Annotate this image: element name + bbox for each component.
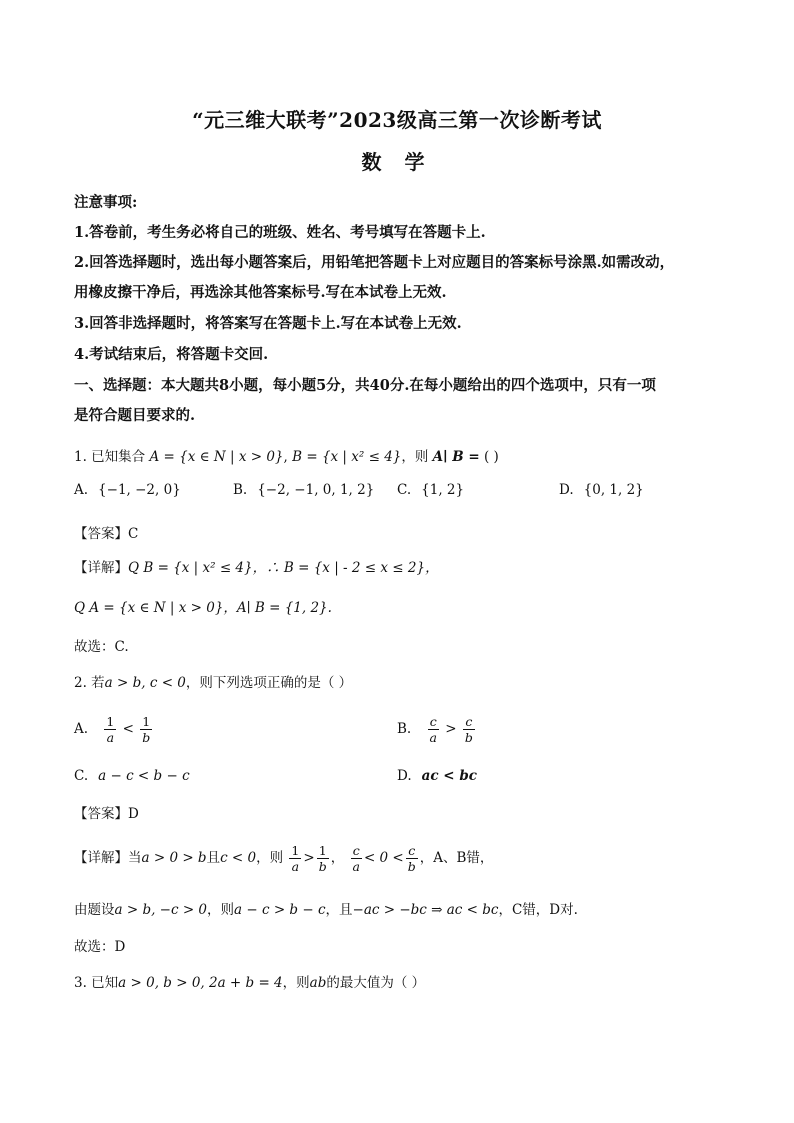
numerator: 1 [106,714,115,729]
q3-condition: a > 0, b > 0, 2a + b = 4 [118,975,283,991]
q2-option-d [397,768,477,784]
denominator: a [429,730,437,745]
q1-option-b [233,482,374,498]
question-3-stem [74,971,425,991]
q1-set-b: B = {x | x² ≤ 4} [292,449,402,465]
text: ，则 [282,975,310,991]
fraction [351,843,362,874]
section-one-heading-cont: 是符合题目要求的. [74,407,196,424]
q2-detail-line-1 [74,843,493,874]
expr: c < 0 [220,850,257,866]
detail-tag: 【详解】 [74,850,128,866]
numerator: c [428,714,439,730]
q1-detail-expr-4: ，A∣ B = {1, 2}. [223,600,332,616]
q2-option-a [74,714,154,745]
question-1-stem [74,445,499,465]
text: ，且 [325,902,353,918]
q1-expr: A∣ B = [432,449,480,465]
note-item-1: 1.答卷前，考生务必将自己的班级、姓名、考号填写在答题卡上. [74,224,486,241]
q1-answer: 【答案】C [74,526,139,542]
q1-detail-expr-3: Q A = {x ∈ N | x > 0} [74,600,224,616]
q1-paren: ( ) [483,449,499,465]
q1-detail-expr-2: ，∴ B = {x | - 2 ≤ x ≤ 2}， [252,560,439,576]
q2-suffix: ，则下列选项正确的是（ ） [185,675,353,691]
option-label: B. [397,721,412,737]
q2-option-c [74,768,190,784]
denominator: a [352,859,360,874]
question-2-stem [74,671,352,691]
q1-conclusion: 故选：C. [74,639,129,655]
q1-set-a: A = {x ∈ N | x > 0} [149,449,284,465]
option-label: C. [74,768,89,784]
note-item-2: 2.回答选择题时，选出每小题答案后，用铅笔把答题卡上对应题目的答案标号涂黑.如需改动， [74,254,675,271]
q1-suffix: ，则 [401,449,429,465]
q1-sep: , [283,449,288,465]
denominator: a [106,730,115,745]
q3-prefix: 3. 已知 [74,975,119,991]
numerator: c [351,843,362,859]
fraction [289,843,301,874]
text: 且 [206,850,221,866]
text: ，则 [207,902,235,918]
fraction [140,714,152,745]
numerator: 1 [291,843,300,858]
expr: a − c > b − c [234,902,326,918]
numerator: c [463,714,475,730]
q1-detail-line-2 [74,596,332,616]
option-text: {1, 2} [421,482,465,498]
fraction [428,714,439,745]
numerator: 1 [140,714,152,730]
relation: < [122,721,134,737]
note-item-3: 3.回答非选择题时，将答案写在答题卡上.写在本试卷上无效. [74,315,462,332]
q2-detail-line-2 [74,898,578,918]
text: ，则 [256,850,284,866]
fraction [406,843,418,874]
note-item-4: 4.考试结束后，将答题卡交回. [74,346,269,363]
text: 当 [128,850,142,866]
text: ， [330,850,345,866]
option-text: ac < bc [421,768,477,784]
denominator: b [464,730,473,745]
q1-detail-expr-1: Q B = {x | x² ≤ 4} [128,560,253,576]
expr: −ac > −bc ⇒ ac < bc [352,902,499,918]
numerator: 1 [317,843,329,859]
option-label: C. [397,482,412,498]
section-one-heading: 一、选择题：本大题共8小题，每小题5分，共40分.在每小题给出的四个选项中，只有一项 [74,377,656,394]
text: ，A、B错， [419,850,494,866]
relation: > [445,721,457,737]
option-label: A. [74,482,89,498]
q1-option-d [559,482,644,498]
exam-subject: 数 学 [361,150,433,174]
option-label: D. [397,768,412,784]
q1-detail-line-1 [74,556,439,576]
expr: < 0 < [363,850,404,866]
expr: a > b, −c > 0 [114,902,208,918]
option-label: D. [559,482,574,498]
option-text: {−2, −1, 0, 1, 2} [257,482,375,498]
option-text: {0, 1, 2} [583,482,644,498]
exam-title: “元三维大联考”2023级高三第一次诊断考试 [192,108,602,132]
relation: > [303,850,315,866]
q2-conclusion: 故选：D [74,939,126,955]
q2-condition: a > b, c < 0 [104,675,186,691]
denominator: b [142,730,151,745]
q3-expr: ab [309,975,327,991]
note-item-2-cont: 用橡皮擦干净后，再选涂其他答案标号.写在本试卷上无效. [74,284,447,301]
denominator: b [318,859,327,874]
option-label: B. [233,482,248,498]
numerator: c [406,843,418,859]
expr: a > 0 > b [141,850,207,866]
q1-option-c [397,482,464,498]
denominator: b [407,859,416,874]
detail-tag: 【详解】 [74,560,128,576]
fraction [104,714,116,745]
notes-heading: 注意事项: [74,194,138,211]
q1-option-a [74,482,181,498]
denominator: a [291,859,300,874]
text: ，C错，D对. [498,902,578,918]
q3-suffix: 的最大值为（ ） [326,975,426,991]
fraction [317,843,329,874]
option-label: A. [74,721,89,737]
q2-option-b [397,714,477,745]
q1-prefix: 1. 已知集合 [74,449,146,465]
option-text: {−1, −2, 0} [98,482,181,498]
q2-answer: 【答案】D [74,806,139,822]
text: 由题设 [74,902,115,918]
option-text: a − c < b − c [98,768,190,784]
fraction [463,714,475,745]
q2-prefix: 2. 若 [74,675,105,691]
